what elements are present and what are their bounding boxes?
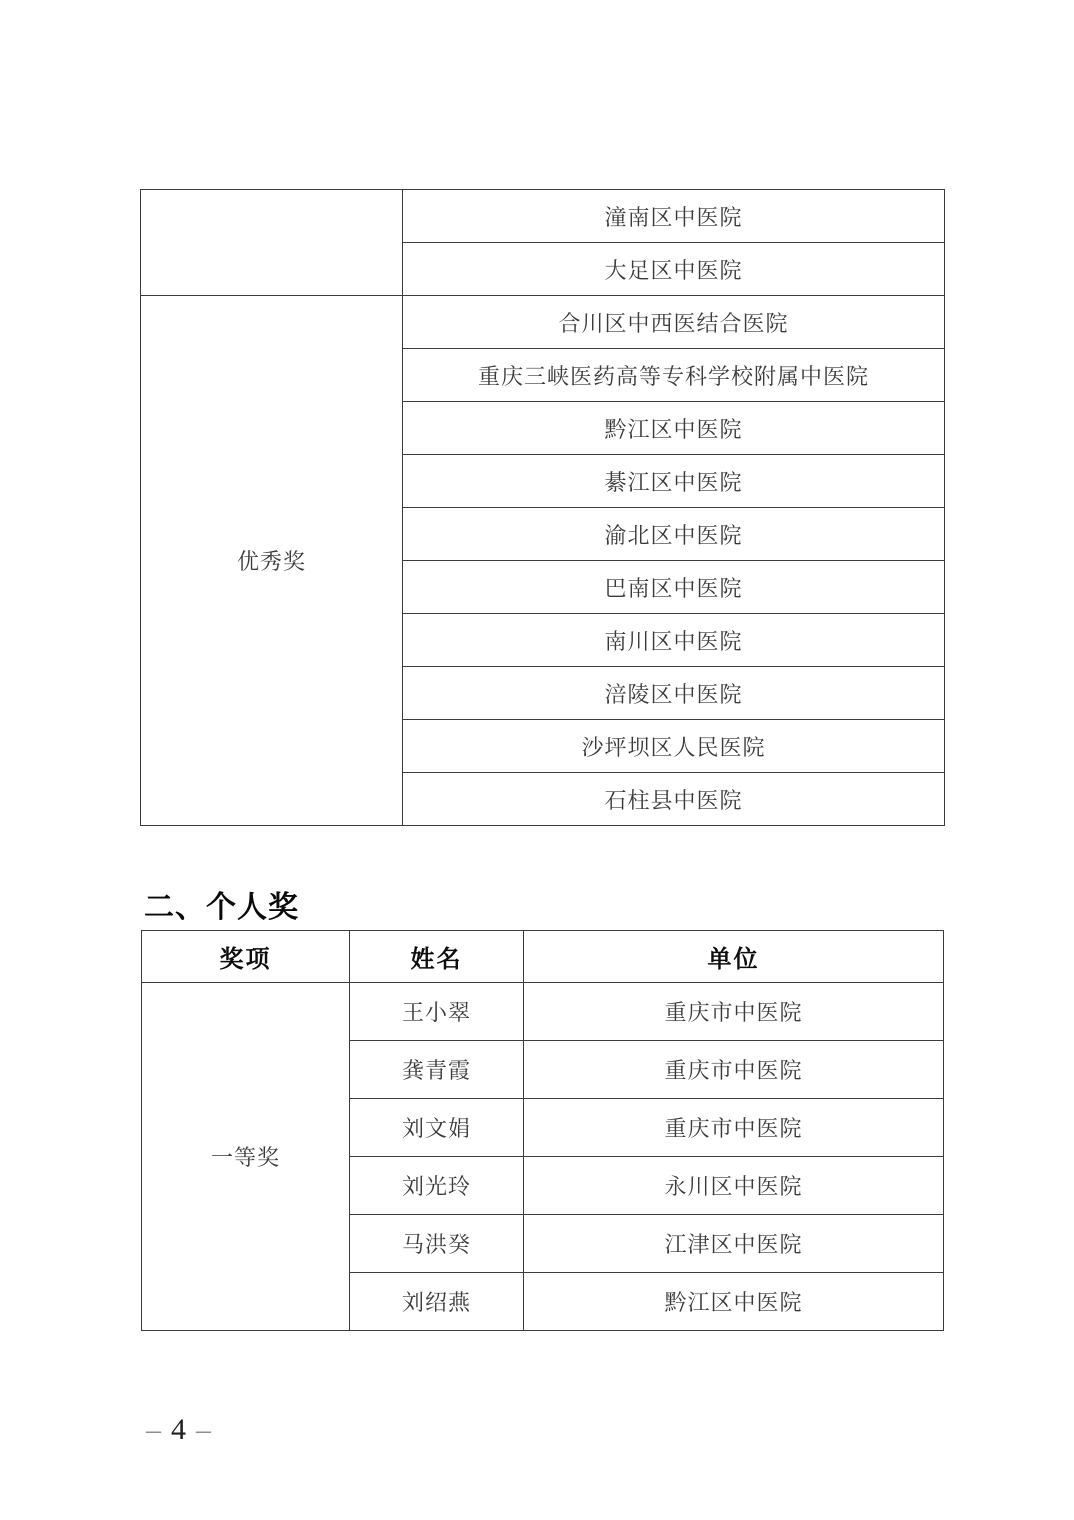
page-number-value: 4 xyxy=(171,1413,186,1446)
unit-cell: 重庆三峡医药高等专科学校附属中医院 xyxy=(403,349,945,402)
award-cell-excellence: 优秀奖 xyxy=(141,296,403,826)
unit-cell: 大足区中医院 xyxy=(403,243,945,296)
unit-cell: 黔江区中医院 xyxy=(403,402,945,455)
unit-cell: 涪陵区中医院 xyxy=(403,667,945,720)
unit-cell: 重庆市中医院 xyxy=(524,1041,944,1099)
table-header-row xyxy=(142,931,944,983)
name-cell: 龚青霞 xyxy=(350,1041,524,1099)
unit-cell: 合川区中西医结合医院 xyxy=(403,296,945,349)
unit-cell: 潼南区中医院 xyxy=(403,190,945,243)
page-number-dash-right: – xyxy=(196,1413,211,1446)
unit-cell: 沙坪坝区人民医院 xyxy=(403,720,945,773)
unit-cell: 巴南区中医院 xyxy=(403,561,945,614)
table-row xyxy=(142,983,944,1041)
unit-cell: 重庆市中医院 xyxy=(524,983,944,1041)
unit-cell: 黔江区中医院 xyxy=(524,1273,944,1331)
name-cell: 刘绍燕 xyxy=(350,1273,524,1331)
column-header-award: 奖项 xyxy=(142,931,350,983)
name-cell: 刘光玲 xyxy=(350,1157,524,1215)
unit-cell: 永川区中医院 xyxy=(524,1157,944,1215)
unit-cell: 渝北区中医院 xyxy=(403,508,945,561)
section-heading-individual-awards: 二、个人奖 xyxy=(144,891,299,924)
page-number xyxy=(136,1412,221,1448)
unit-cell: 重庆市中医院 xyxy=(524,1099,944,1157)
table-row xyxy=(141,190,945,243)
name-cell: 马洪癸 xyxy=(350,1215,524,1273)
name-cell: 刘文娟 xyxy=(350,1099,524,1157)
column-header-name: 姓名 xyxy=(350,931,524,983)
unit-cell: 江津区中医院 xyxy=(524,1215,944,1273)
award-cell-continued xyxy=(141,190,403,296)
table-row xyxy=(141,296,945,349)
unit-cell: 石柱县中医院 xyxy=(403,773,945,826)
column-header-unit: 单位 xyxy=(524,931,944,983)
award-cell-first-prize: 一等奖 xyxy=(142,983,350,1331)
unit-cell: 南川区中医院 xyxy=(403,614,945,667)
page-number-dash-left: – xyxy=(146,1413,161,1446)
name-cell: 王小翠 xyxy=(350,983,524,1041)
individual-award-table xyxy=(141,930,944,1331)
collective-award-table xyxy=(140,189,945,826)
unit-cell: 綦江区中医院 xyxy=(403,455,945,508)
